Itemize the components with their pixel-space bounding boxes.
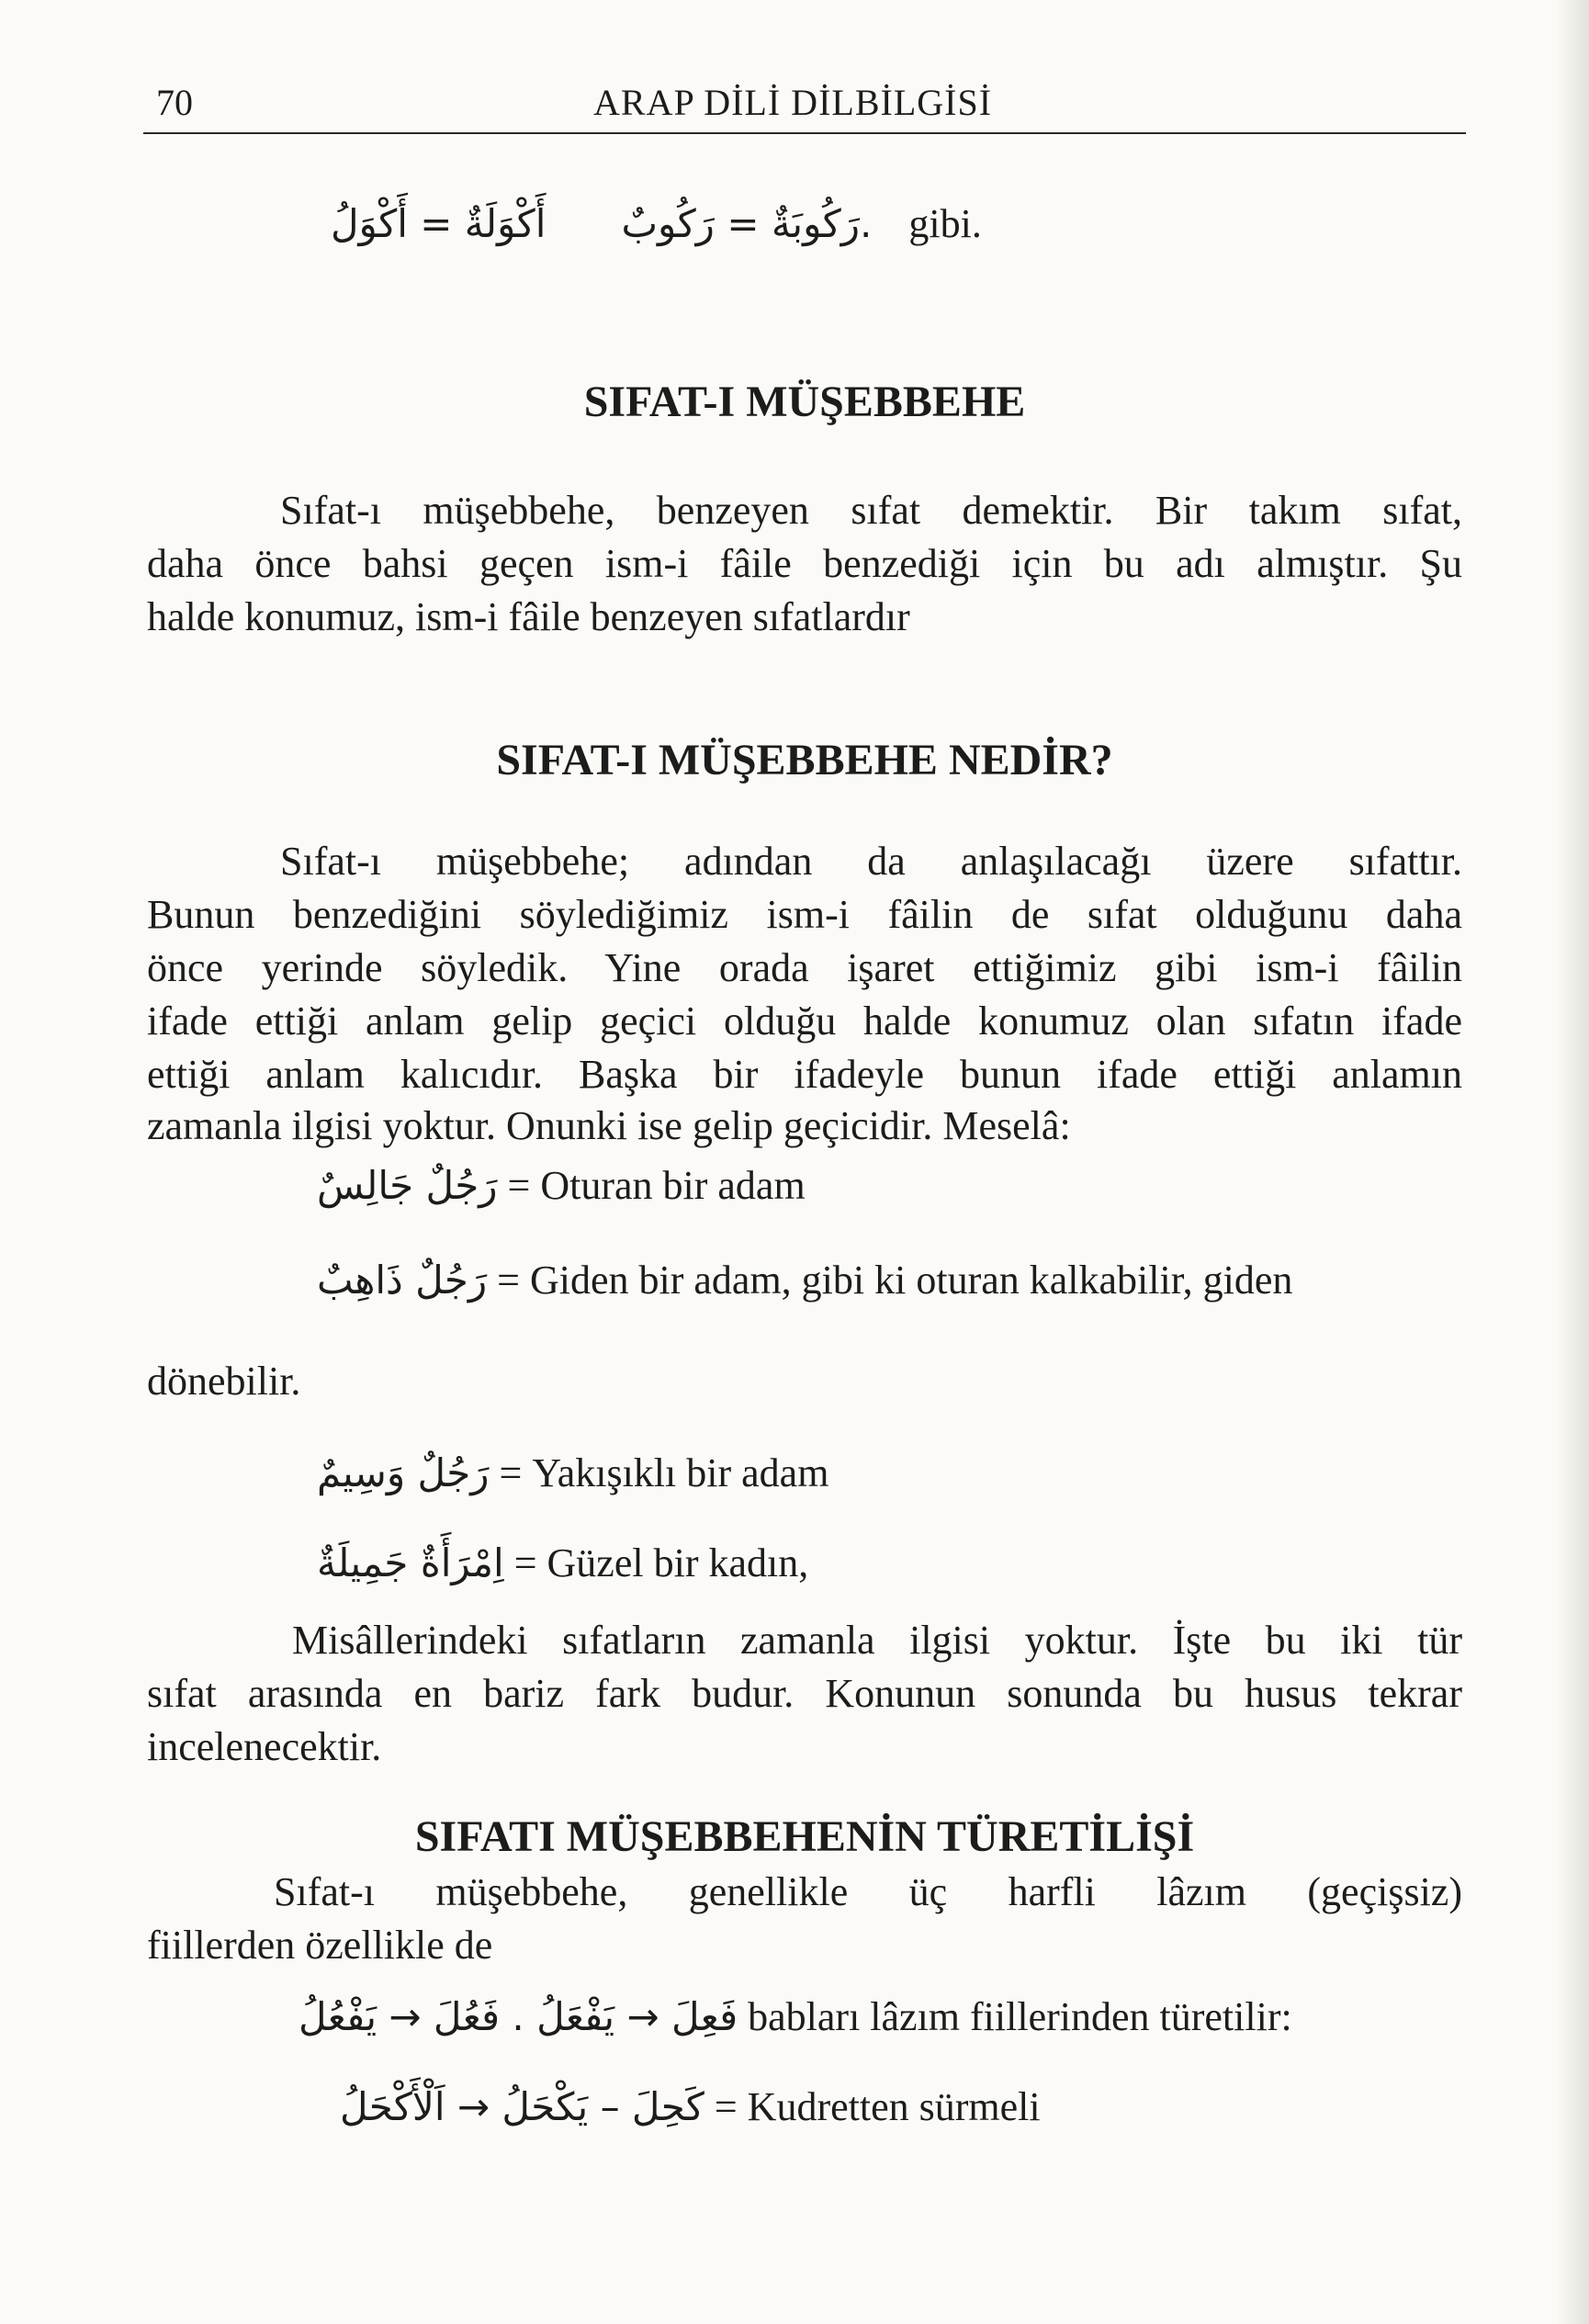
arabic-example: رَجُلٌ جَالِسٌ xyxy=(317,1163,498,1208)
paragraph-line: incelenecektir. xyxy=(147,1724,382,1769)
page-edge-shadow xyxy=(1556,0,1589,2324)
example-row xyxy=(340,2083,1041,2130)
paragraph-line: ifade ettiği anlam gelip geçici olduğu halde konumuz olan sıfatın ifade xyxy=(147,998,1462,1044)
paragraph-line: Sıfat-ı müşebbehe, genellikle üç harfli lâzım (geçişsiz) xyxy=(274,1869,1462,1914)
paragraph-line: daha önce bahsi geçen ism-i fâile benzediği için bu adı almıştır. Şu xyxy=(147,541,1462,586)
example-meaning: = Kudretten sürmeli xyxy=(714,2084,1041,2129)
running-title: ARAP DİLİ DİLBİLGİSİ xyxy=(593,82,993,123)
paragraph-line: sıfat arasında en bariz fark budur. Konunun sonunda bu husus tekrar xyxy=(147,1671,1462,1716)
example-row xyxy=(317,1450,828,1496)
paragraph-line: Misâllerindeki sıfatların zamanla ilgisi yoktur. İşte bu iki tür xyxy=(292,1618,1462,1663)
paragraph-line: önce yerinde söyledik. Yine orada işaret ettiğimiz gibi ism-i fâilin xyxy=(147,945,1462,990)
paragraph-line: fiillerden özellikle de xyxy=(147,1923,493,1968)
example-meaning: = Giden bir adam, gibi ki oturan kalkabilir, giden xyxy=(497,1258,1293,1303)
section-heading-turetilisi: SIFATI MÜŞEBBEHENİN TÜRETİLİŞİ xyxy=(414,1812,1195,1861)
arabic-example-1: أَكْوَلَةٌ = أَكْوَلُ xyxy=(331,201,547,246)
section-heading-nedir: SIFAT-I MÜŞEBBEHE NEDİR? xyxy=(496,736,1113,784)
arabic-example: رَجُلٌ ذَاهِبٌ xyxy=(317,1258,488,1303)
arabic-bab-pattern: فَعِلَ → يَفْعَلُ . فَعُلَ → يَفْعُلُ xyxy=(299,1994,738,2039)
arabic-example: اِمْرَأَةٌ جَمِيلَةٌ xyxy=(317,1540,504,1585)
paragraph-line: Bunun benzediğini söylediğimiz ism-i fâilin de sıfat olduğunu daha xyxy=(147,892,1462,937)
paragraph-line: halde konumuz, ism-i fâile benzeyen sıfatlardır xyxy=(147,594,910,639)
example-meaning: = Oturan bir adam xyxy=(507,1163,806,1208)
bab-text: babları lâzım fiillerinden türetilir: xyxy=(748,1994,1292,2039)
example-meaning: = Yakışıklı bir adam xyxy=(499,1450,829,1495)
paragraph-line: dönebilir. xyxy=(147,1359,301,1404)
paragraph-line: ettiği anlam kalıcıdır. Başka bir ifadeyle bunun ifade ettiği anlamın xyxy=(147,1052,1462,1097)
paragraph-line: Sıfat-ı müşebbehe; adından da anlaşılacağı üzere sıfattır. xyxy=(280,839,1462,884)
bab-row xyxy=(299,1993,1292,2040)
example-row xyxy=(317,1257,1292,1303)
example-row xyxy=(317,1162,806,1209)
section-heading-musebbehe: SIFAT-I MÜŞEBBEHE xyxy=(583,378,1026,426)
page-header xyxy=(143,72,1466,134)
paragraph-line: zamanla ilgisi yoktur. Onunki ise gelip geçicidir. Meselâ: xyxy=(147,1103,1071,1148)
example-suffix: gibi. xyxy=(908,201,982,246)
paragraph-line: Sıfat-ı müşebbehe, benzeyen sıfat demektir. Bir takım sıfat, xyxy=(280,488,1462,533)
arabic-example: رَجُلٌ وَسِيمٌ xyxy=(317,1450,490,1495)
arabic-example: كَحِلَ – يَكْحَلُ → اَلْأَكْحَلُ xyxy=(340,2084,704,2129)
example-meaning: = Güzel bir kadın, xyxy=(513,1540,809,1585)
arabic-example-2: .رَكُوبَةٌ = رَكُوبٌ xyxy=(621,201,873,246)
example-row xyxy=(317,1540,808,1586)
page-number: 70 xyxy=(156,82,193,123)
top-example xyxy=(331,200,982,247)
